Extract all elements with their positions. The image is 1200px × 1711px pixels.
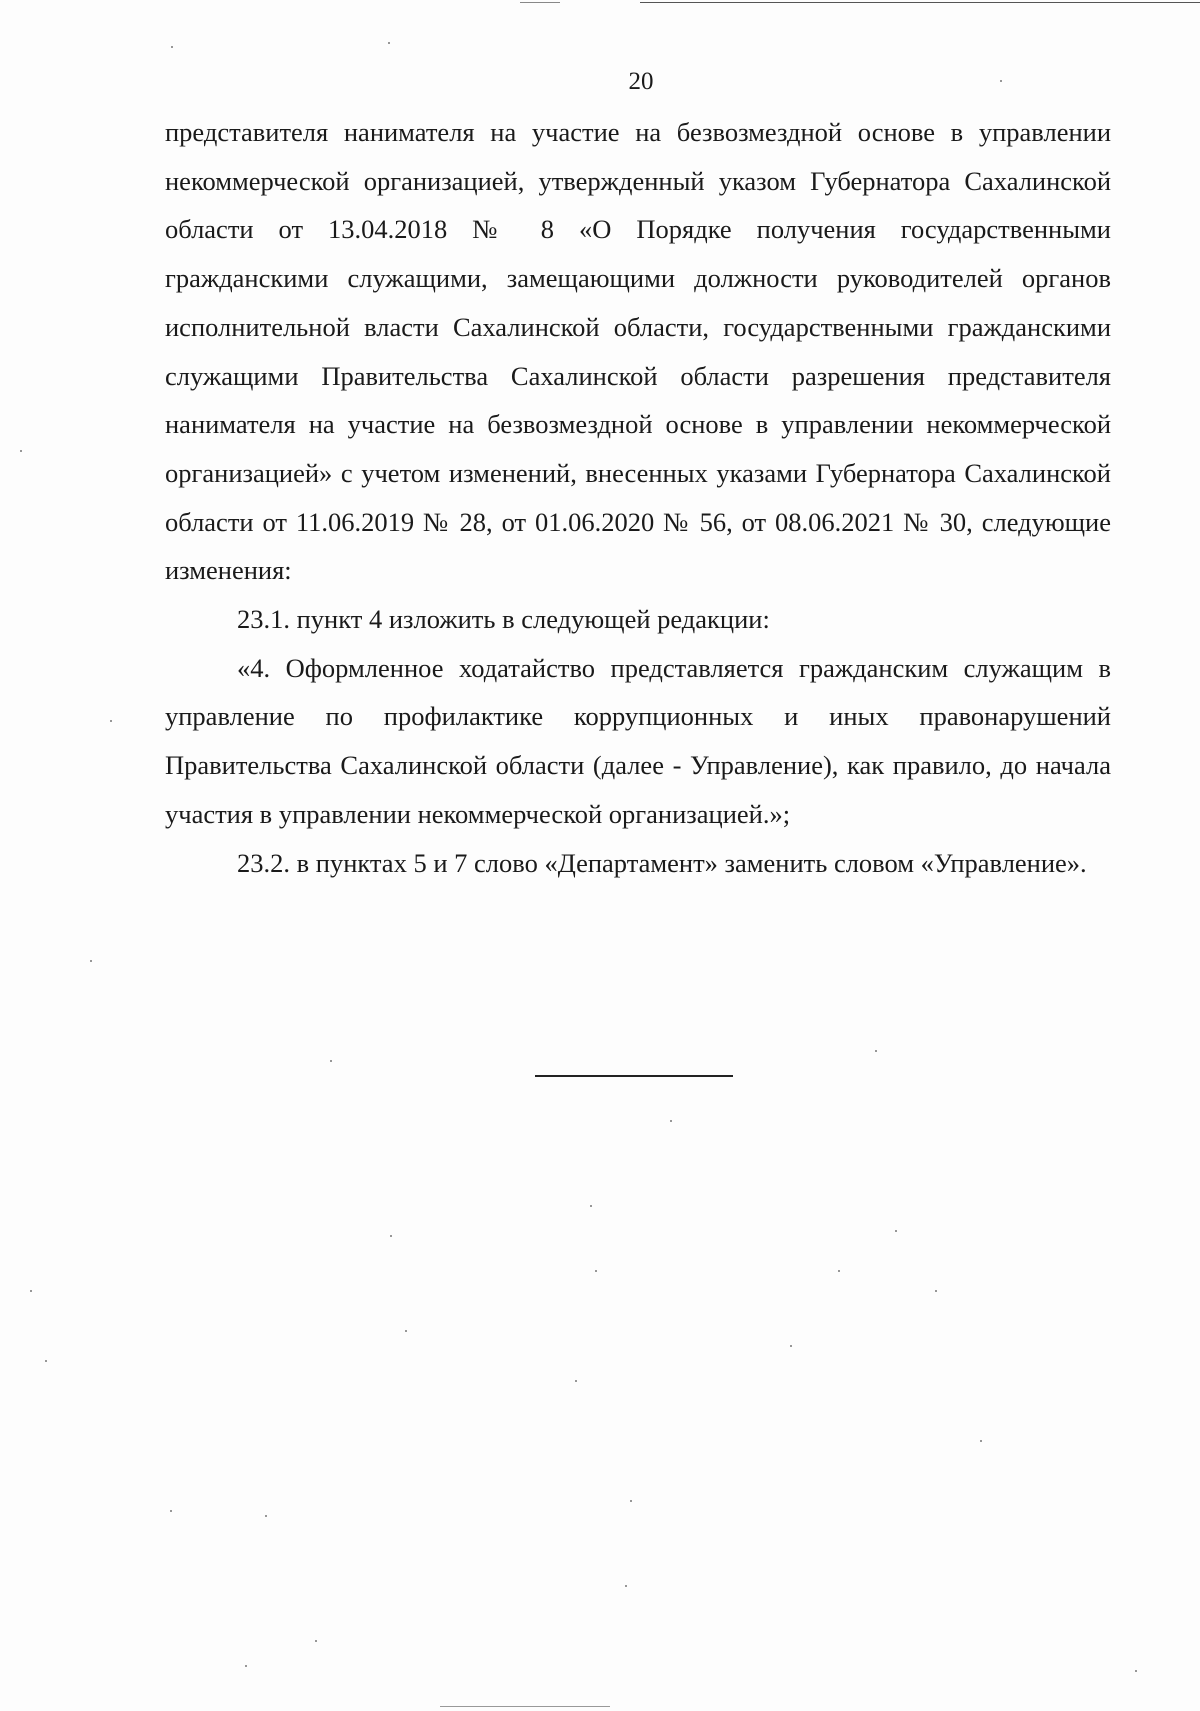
scan-speck	[45, 1360, 47, 1362]
scan-speck	[90, 960, 92, 962]
scan-speck	[110, 720, 112, 722]
paragraph-continuation: представителя нанимателя на участие на безвозмездной основе в управлении некоммерческой организацией, утвержденный указом Губернатора Сахалинской области от 13.04.2018 № 8 «О Порядке получения государственными гражданскими служащими, замещающими должности руководителей органов исполнительной власти Сахалинской области, государственными гражданскими служащими Правительства Сахалинской области разрешения представителя нанимателя на участие на безвозмездной основе в управлении некоммерческой организацией» с учетом изменений, внесенных указами Губернатора Сахалинской области от 11.06.2019 № 28, от 01.06.2020 № 56, от 08.06.2021 № 30, следующие изменения:	[165, 117, 1111, 586]
end-of-text-rule	[535, 1075, 733, 1077]
scan-speck	[30, 1290, 32, 1292]
scan-speck	[1000, 80, 1002, 82]
scan-speck	[330, 1060, 332, 1062]
scan-top-rule	[640, 2, 1200, 3]
scan-edge-mark	[520, 2, 560, 3]
scan-speck	[595, 1270, 597, 1272]
scan-speck	[1135, 1670, 1137, 1672]
scan-speck	[390, 1235, 392, 1237]
scan-speck	[630, 1500, 632, 1502]
scan-speck	[838, 1270, 840, 1272]
scan-speck	[590, 1205, 592, 1207]
scan-speck	[980, 1440, 982, 1442]
paragraph-item-23-1: 23.1. пункт 4 изложить в следующей редакции:	[237, 604, 770, 635]
scan-speck	[575, 1380, 577, 1382]
scan-speck	[20, 450, 22, 452]
paragraph-item-23-2: 23.2. в пунктах 5 и 7 слово «Департамент» заменить словом «Управление».	[237, 847, 1087, 878]
document-body	[165, 108, 1111, 887]
scan-speck	[670, 1120, 672, 1122]
scan-speck	[265, 1515, 267, 1517]
scan-speck	[315, 1640, 317, 1642]
scan-speck	[895, 1230, 897, 1232]
paragraph-quoted-item-4: «4. Оформленное ходатайство представляется гражданским служащим в управление по профилактике коррупционных и иных правонарушений Правительства Сахалинской области (далее - Управление), как правило, до начала участия в управлении некоммерческой организацией.»;	[165, 652, 1111, 829]
scan-speck	[405, 1330, 407, 1332]
scan-speck	[935, 1290, 937, 1292]
scan-speck	[171, 46, 173, 48]
scan-speck	[625, 1585, 627, 1587]
scan-speck	[388, 42, 390, 44]
scan-speck	[170, 1510, 172, 1512]
scan-speck	[790, 1345, 792, 1347]
scan-speck	[245, 1665, 247, 1667]
page-number: 20	[628, 68, 654, 95]
scan-speck	[875, 1050, 877, 1052]
scan-bottom-mark	[440, 1706, 610, 1707]
